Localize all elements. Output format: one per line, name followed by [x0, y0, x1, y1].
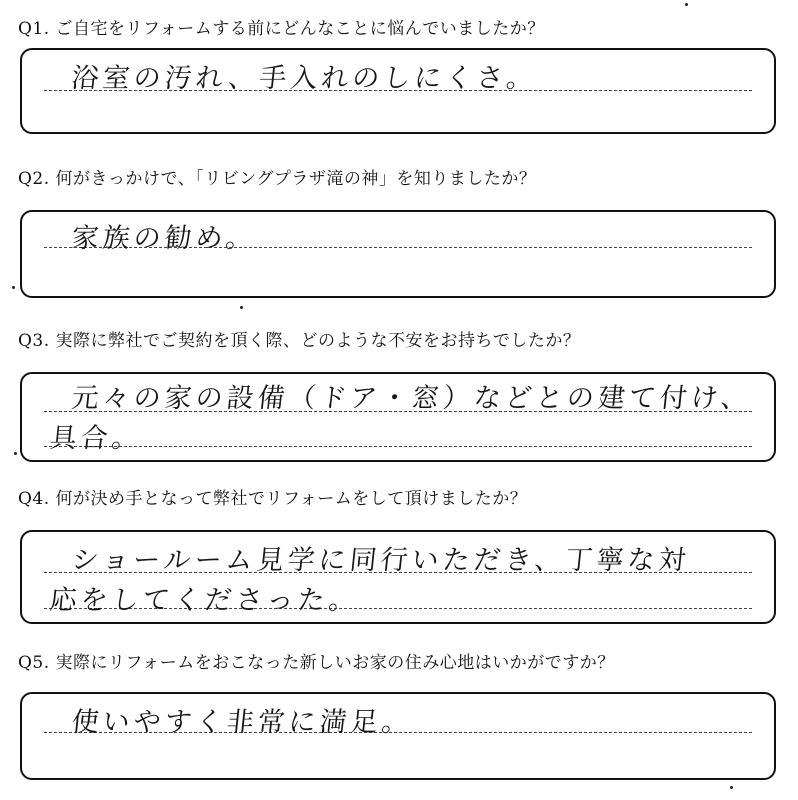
answer-2-line-1: 家族の勧め。 [70, 223, 259, 254]
question-1-label: Q1. ご自宅をリフォームする前にどんなことに悩んでいましたか？ [18, 19, 545, 39]
scan-speck [685, 3, 688, 6]
answer-5-line-1: 使いやすく非常に満足。 [70, 707, 415, 738]
answer-box-4 [20, 530, 776, 624]
scan-speck [14, 452, 17, 455]
scan-speck [12, 286, 15, 289]
scan-speck [240, 306, 243, 309]
answer-box-5 [20, 692, 776, 780]
answer-box-1 [20, 48, 776, 134]
answer-4-line-2: 応をしてくださった。 [48, 585, 362, 616]
scan-speck [730, 786, 733, 789]
answer-1-line-1: 浴室の汚れ、手入れのしにくさ。 [70, 63, 539, 94]
answer-box-2 [20, 210, 776, 298]
answer-3-line-1: 元々の家の設備（ドア・窓）などとの建て付け、 [70, 383, 754, 414]
answer-line [44, 446, 752, 447]
question-5-label: Q5. 実際にリフォームをおこなった新しいお家の住み心地はいかがですか？ [18, 653, 615, 673]
answer-box-3 [20, 372, 776, 462]
answer-3-line-2: 具合。 [48, 423, 145, 454]
question-4-label: Q4. 何が決め手となって弊社でリフォームをして頂けましたか？ [18, 489, 528, 509]
question-2-label: Q2. 何がきっかけで、「リビングプラザ滝の神」を知りましたか？ [18, 169, 537, 189]
answer-4-line-1: ショールーム見学に同行いただき、丁寧な対 [70, 545, 692, 576]
question-3-label: Q3. 実際に弊社でご契約を頂く際、どのような不安をお持ちでしたか？ [18, 331, 581, 351]
